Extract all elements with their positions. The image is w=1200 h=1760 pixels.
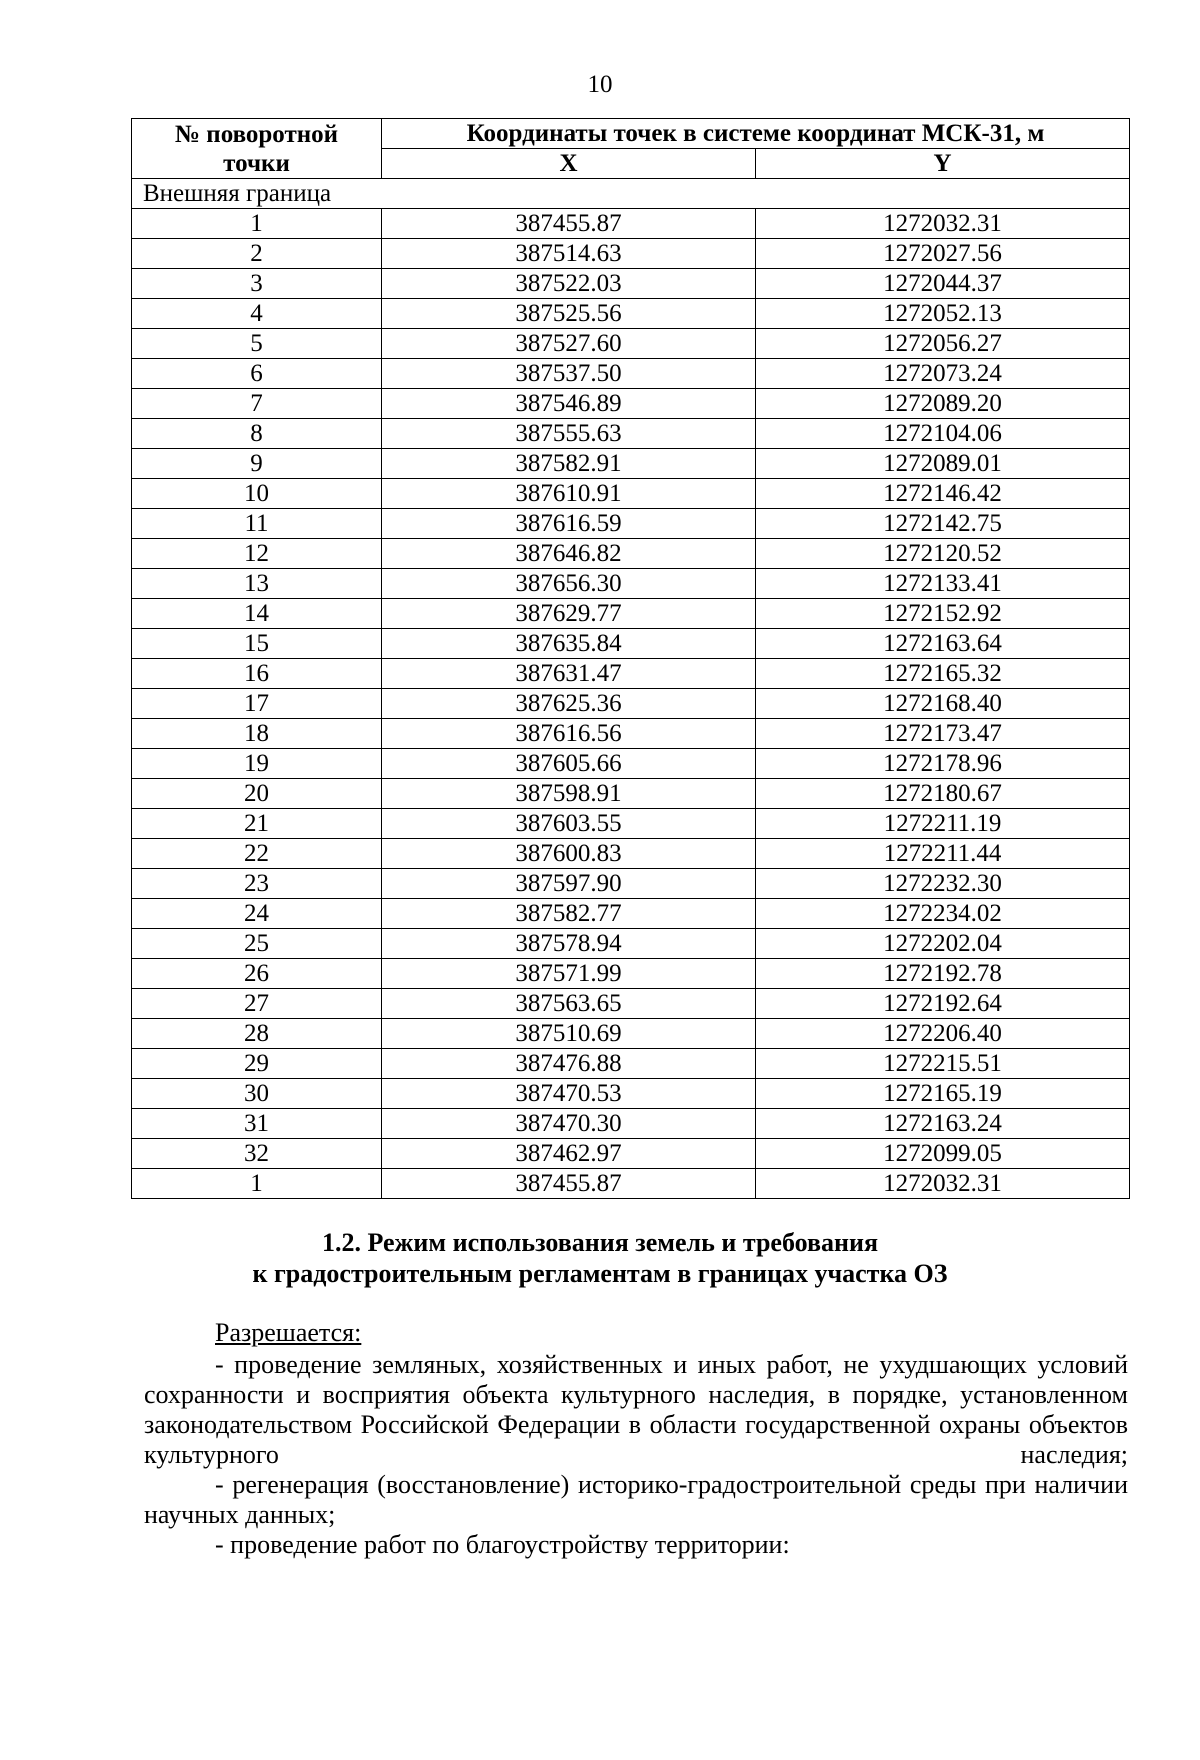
point-number-cell: 21	[132, 809, 382, 839]
point-number-cell: 1	[132, 209, 382, 239]
allowed-item-1: - проведение земляных, хозяйственных и иных работ, не ухудшающих условий сохранности и восприятия объекта культурного наследия, в порядке, установленном законодательством Российской Федерации в области государственной охраны объектов культурного наследия;	[144, 1350, 1128, 1469]
point-number-header: № поворотной точки	[132, 119, 382, 179]
point-number-cell: 20	[132, 779, 382, 809]
point-number-cell: 8	[132, 419, 382, 449]
table-row	[132, 299, 1130, 329]
y-coordinate-cell: 1272211.19	[756, 809, 1130, 839]
x-coordinate-cell: 387514.63	[382, 239, 756, 269]
y-coordinate-cell: 1272232.30	[756, 869, 1130, 899]
y-coordinate-cell: 1272032.31	[756, 209, 1130, 239]
allowed-item-2: - регенерация (восстановление) историко-градостроительной среды при наличии научных данных;	[144, 1470, 1128, 1529]
table-row	[132, 209, 1130, 239]
point-number-cell: 7	[132, 389, 382, 419]
x-coordinate-cell: 387646.82	[382, 539, 756, 569]
y-coordinate-cell: 1272163.64	[756, 629, 1130, 659]
x-coordinate-cell: 387656.30	[382, 569, 756, 599]
table-row	[132, 689, 1130, 719]
point-number-cell: 10	[132, 479, 382, 509]
point-number-cell: 30	[132, 1079, 382, 1109]
table-row	[132, 659, 1130, 689]
x-coordinate-cell: 387598.91	[382, 779, 756, 809]
point-number-cell: 27	[132, 989, 382, 1019]
y-coordinate-cell: 1272044.37	[756, 269, 1130, 299]
point-number-cell: 5	[132, 329, 382, 359]
x-coordinate-cell: 387462.97	[382, 1139, 756, 1169]
point-number-cell: 19	[132, 749, 382, 779]
x-coordinate-cell: 387610.91	[382, 479, 756, 509]
point-number-cell: 25	[132, 929, 382, 959]
point-number-cell: 16	[132, 659, 382, 689]
table-row	[132, 749, 1130, 779]
y-header: Y	[756, 149, 1130, 179]
y-coordinate-cell: 1272142.75	[756, 509, 1130, 539]
table-row	[132, 629, 1130, 659]
x-coordinate-cell: 387571.99	[382, 959, 756, 989]
y-coordinate-cell: 1272202.04	[756, 929, 1130, 959]
y-coordinate-cell: 1272192.78	[756, 959, 1130, 989]
y-coordinate-cell: 1272215.51	[756, 1049, 1130, 1079]
x-coordinate-cell: 387546.89	[382, 389, 756, 419]
y-coordinate-cell: 1272027.56	[756, 239, 1130, 269]
point-number-cell: 13	[132, 569, 382, 599]
y-coordinate-cell: 1272073.24	[756, 359, 1130, 389]
y-coordinate-cell: 1272120.52	[756, 539, 1130, 569]
y-coordinate-cell: 1272165.32	[756, 659, 1130, 689]
point-number-cell: 1	[132, 1169, 382, 1199]
table-row	[132, 959, 1130, 989]
table-row	[132, 359, 1130, 389]
y-coordinate-cell: 1272104.06	[756, 419, 1130, 449]
section-body	[144, 1318, 1128, 1560]
x-coordinate-cell: 387537.50	[382, 359, 756, 389]
point-number-cell: 26	[132, 959, 382, 989]
table-row	[132, 1109, 1130, 1139]
y-coordinate-cell: 1272206.40	[756, 1019, 1130, 1049]
x-coordinate-cell: 387455.87	[382, 1169, 756, 1199]
table-row	[132, 809, 1130, 839]
table-row	[132, 869, 1130, 899]
x-coordinate-cell: 387525.56	[382, 299, 756, 329]
x-coordinate-cell: 387578.94	[382, 929, 756, 959]
point-number-cell: 14	[132, 599, 382, 629]
section-row	[132, 179, 1130, 209]
table-row	[132, 389, 1130, 419]
section-label: Внешняя граница	[132, 179, 1130, 209]
point-number-cell: 9	[132, 449, 382, 479]
point-number-cell: 18	[132, 719, 382, 749]
table-row	[132, 929, 1130, 959]
y-coordinate-cell: 1272165.19	[756, 1079, 1130, 1109]
point-number-cell: 31	[132, 1109, 382, 1139]
table-row	[132, 479, 1130, 509]
x-coordinate-cell: 387603.55	[382, 809, 756, 839]
x-coordinate-cell: 387631.47	[382, 659, 756, 689]
x-coordinate-cell: 387582.91	[382, 449, 756, 479]
x-coordinate-cell: 387470.53	[382, 1079, 756, 1109]
table-row	[132, 449, 1130, 479]
y-coordinate-cell: 1272211.44	[756, 839, 1130, 869]
y-coordinate-cell: 1272234.02	[756, 899, 1130, 929]
point-number-cell: 22	[132, 839, 382, 869]
x-coordinate-cell: 387522.03	[382, 269, 756, 299]
y-coordinate-cell: 1272146.42	[756, 479, 1130, 509]
y-coordinate-cell: 1272192.64	[756, 989, 1130, 1019]
point-number-cell: 4	[132, 299, 382, 329]
coordinates-header: Координаты точек в системе координат МСК-31, м	[382, 119, 1130, 149]
x-coordinate-cell: 387625.36	[382, 689, 756, 719]
y-coordinate-cell: 1272163.24	[756, 1109, 1130, 1139]
allowed-item-3: - проведение работ по благоустройству территории:	[215, 1530, 790, 1559]
table-row	[132, 329, 1130, 359]
y-coordinate-cell: 1272056.27	[756, 329, 1130, 359]
table-row	[132, 1019, 1130, 1049]
table-row	[132, 239, 1130, 269]
x-coordinate-cell: 387635.84	[382, 629, 756, 659]
x-coordinate-cell: 387629.77	[382, 599, 756, 629]
y-coordinate-cell: 1272180.67	[756, 779, 1130, 809]
point-number-cell: 11	[132, 509, 382, 539]
section-heading	[0, 1227, 1200, 1289]
y-coordinate-cell: 1272089.01	[756, 449, 1130, 479]
x-coordinate-cell: 387527.60	[382, 329, 756, 359]
table-row	[132, 899, 1130, 929]
table-row	[132, 269, 1130, 299]
x-coordinate-cell: 387582.77	[382, 899, 756, 929]
y-coordinate-cell: 1272032.31	[756, 1169, 1130, 1199]
page-number: 10	[587, 71, 613, 98]
y-coordinate-cell: 1272173.47	[756, 719, 1130, 749]
point-number-cell: 15	[132, 629, 382, 659]
point-number-cell: 6	[132, 359, 382, 389]
table-row	[132, 599, 1130, 629]
table-row	[132, 1139, 1130, 1169]
point-number-cell: 32	[132, 1139, 382, 1169]
section-heading-line-1: 1.2. Режим использования земель и требования	[321, 1228, 879, 1257]
table-row	[132, 1079, 1130, 1109]
point-number-cell: 12	[132, 539, 382, 569]
y-coordinate-cell: 1272052.13	[756, 299, 1130, 329]
coordinates-body	[132, 179, 1130, 1199]
x-coordinate-cell: 387605.66	[382, 749, 756, 779]
table-row	[132, 839, 1130, 869]
allowed-label: Разрешается:	[215, 1318, 362, 1347]
x-coordinate-cell: 387600.83	[382, 839, 756, 869]
table-row	[132, 1169, 1130, 1199]
x-coordinate-cell: 387470.30	[382, 1109, 756, 1139]
x-coordinate-cell: 387597.90	[382, 869, 756, 899]
y-coordinate-cell: 1272152.92	[756, 599, 1130, 629]
x-coordinate-cell: 387555.63	[382, 419, 756, 449]
x-coordinate-cell: 387616.59	[382, 509, 756, 539]
table-row	[132, 1049, 1130, 1079]
table-row	[132, 419, 1130, 449]
point-number-cell: 29	[132, 1049, 382, 1079]
section-heading-line-2: к градостроительным регламентам в границах участка ОЗ	[252, 1259, 948, 1288]
y-coordinate-cell: 1272168.40	[756, 689, 1130, 719]
point-number-cell: 2	[132, 239, 382, 269]
y-coordinate-cell: 1272133.41	[756, 569, 1130, 599]
table-row	[132, 569, 1130, 599]
table-row	[132, 989, 1130, 1019]
y-coordinate-cell: 1272099.05	[756, 1139, 1130, 1169]
table-row	[132, 719, 1130, 749]
table-row	[132, 509, 1130, 539]
coordinates-table	[131, 118, 1130, 1199]
y-coordinate-cell: 1272178.96	[756, 749, 1130, 779]
point-number-cell: 17	[132, 689, 382, 719]
x-coordinate-cell: 387563.65	[382, 989, 756, 1019]
x-coordinate-cell: 387616.56	[382, 719, 756, 749]
point-number-cell: 23	[132, 869, 382, 899]
x-header: X	[382, 149, 756, 179]
point-number-cell: 24	[132, 899, 382, 929]
x-coordinate-cell: 387510.69	[382, 1019, 756, 1049]
table-row	[132, 779, 1130, 809]
x-coordinate-cell: 387476.88	[382, 1049, 756, 1079]
x-coordinate-cell: 387455.87	[382, 209, 756, 239]
table-row	[132, 539, 1130, 569]
point-number-cell: 3	[132, 269, 382, 299]
point-number-cell: 28	[132, 1019, 382, 1049]
y-coordinate-cell: 1272089.20	[756, 389, 1130, 419]
